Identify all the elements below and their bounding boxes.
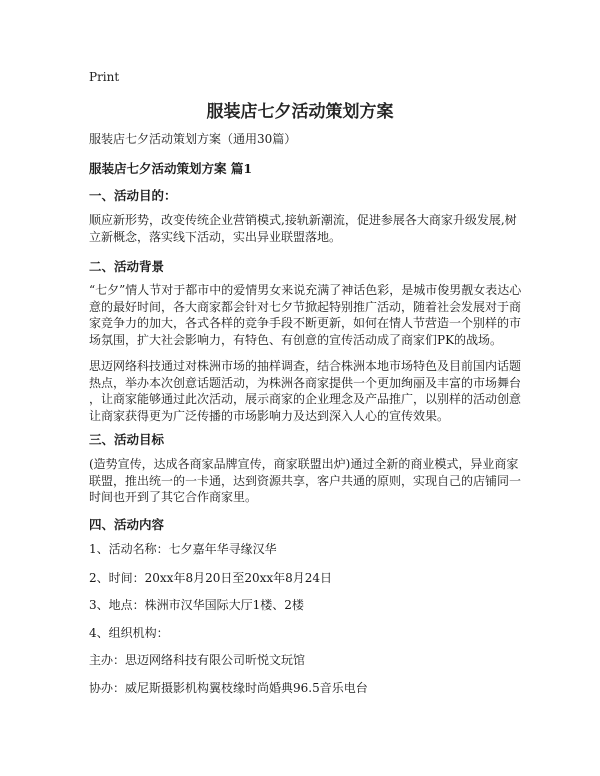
- text-line: 让商家获得更为广泛传播的市场影响力及达到深入人心的宣传效果。: [89, 408, 450, 423]
- heading-goals: 三、活动目标: [89, 432, 165, 447]
- text-line: 顺应新形势，改变传统企业营销模式,接轨新潮流，促进参展各大商家升级发展,树: [89, 213, 517, 227]
- content-item-organizers: 4、组织机构：: [89, 626, 169, 640]
- text-line: 时间也开到了其它合作商家里。: [89, 490, 258, 504]
- text-line: “七夕”情人节对于都市中的爱情男女来说充满了神话色彩，是城市俊男靓女表达心: [89, 283, 522, 297]
- content-item-location: 3、地点：株洲市汉华国际大厅1楼、2楼: [89, 598, 304, 612]
- goals-paragraph: [89, 456, 523, 506]
- text-line: 家竞争力的加大，各式各样的竞争手段不断更新，如何在情人节营造一个别样的市: [89, 316, 522, 330]
- content-item-name: 1、活动名称：七夕嘉年华寻缘汉华: [89, 542, 277, 556]
- document-title: 服装店七夕活动策划方案: [206, 102, 394, 122]
- text-line: ，让商家能够通过此次活动，展示商家的企业理念及产品推广，以别样的活动创意: [89, 392, 522, 406]
- background-paragraph-2: [89, 358, 523, 424]
- section-title: 服装店七夕活动策划方案 篇1: [89, 161, 253, 176]
- text-line: 场氛围，扩大社会影响力，有特色、有创意的宣传活动成了商家们PK的战场。: [89, 332, 503, 347]
- text-line: 意的最好时间，各大商家都会针对七夕节掀起特别推广活动，随着社会发展对于商: [89, 299, 522, 314]
- background-paragraph-1: [89, 282, 523, 348]
- text-line: (造势宣传，达成各商家品牌宣传，商家联盟出炉)通过全新的商业模式，异业商家: [89, 457, 519, 471]
- text-line: 联盟，推出统一的一卡通，达到资源共享，客户共通的原则，实现自己的店铺同一: [89, 473, 522, 488]
- heading-purpose: 一、活动目的：: [89, 188, 177, 203]
- document-subtitle: 服装店七夕活动策划方案（通用30篇）: [89, 132, 297, 146]
- content-item-host: 主办：思迈网络科技有限公司昕悦文玩馆: [89, 653, 306, 667]
- heading-background: 二、活动背景: [89, 259, 165, 274]
- print-link[interactable]: Print: [89, 70, 120, 84]
- purpose-paragraph: [89, 212, 523, 245]
- heading-content: 四、活动内容: [89, 517, 165, 532]
- text-line: 思迈网络科技通过对株洲市场的抽样调查，结合株洲本地市场特色及目前国内话题: [89, 359, 522, 373]
- content-item-cohost: 协办：威尼斯摄影机构翼枝缘时尚婚典96.5音乐电台: [89, 681, 368, 695]
- text-line: 立新概念，落实线下活动，实出异业联盟落地。: [89, 229, 342, 244]
- text-line: 热点，举办本次创意话题活动，为株洲各商家提供一个更加绚丽及丰富的市场舞台: [89, 375, 522, 390]
- content-item-time: 2、时间：20xx年8月20日至20xx年8月24日: [89, 571, 333, 585]
